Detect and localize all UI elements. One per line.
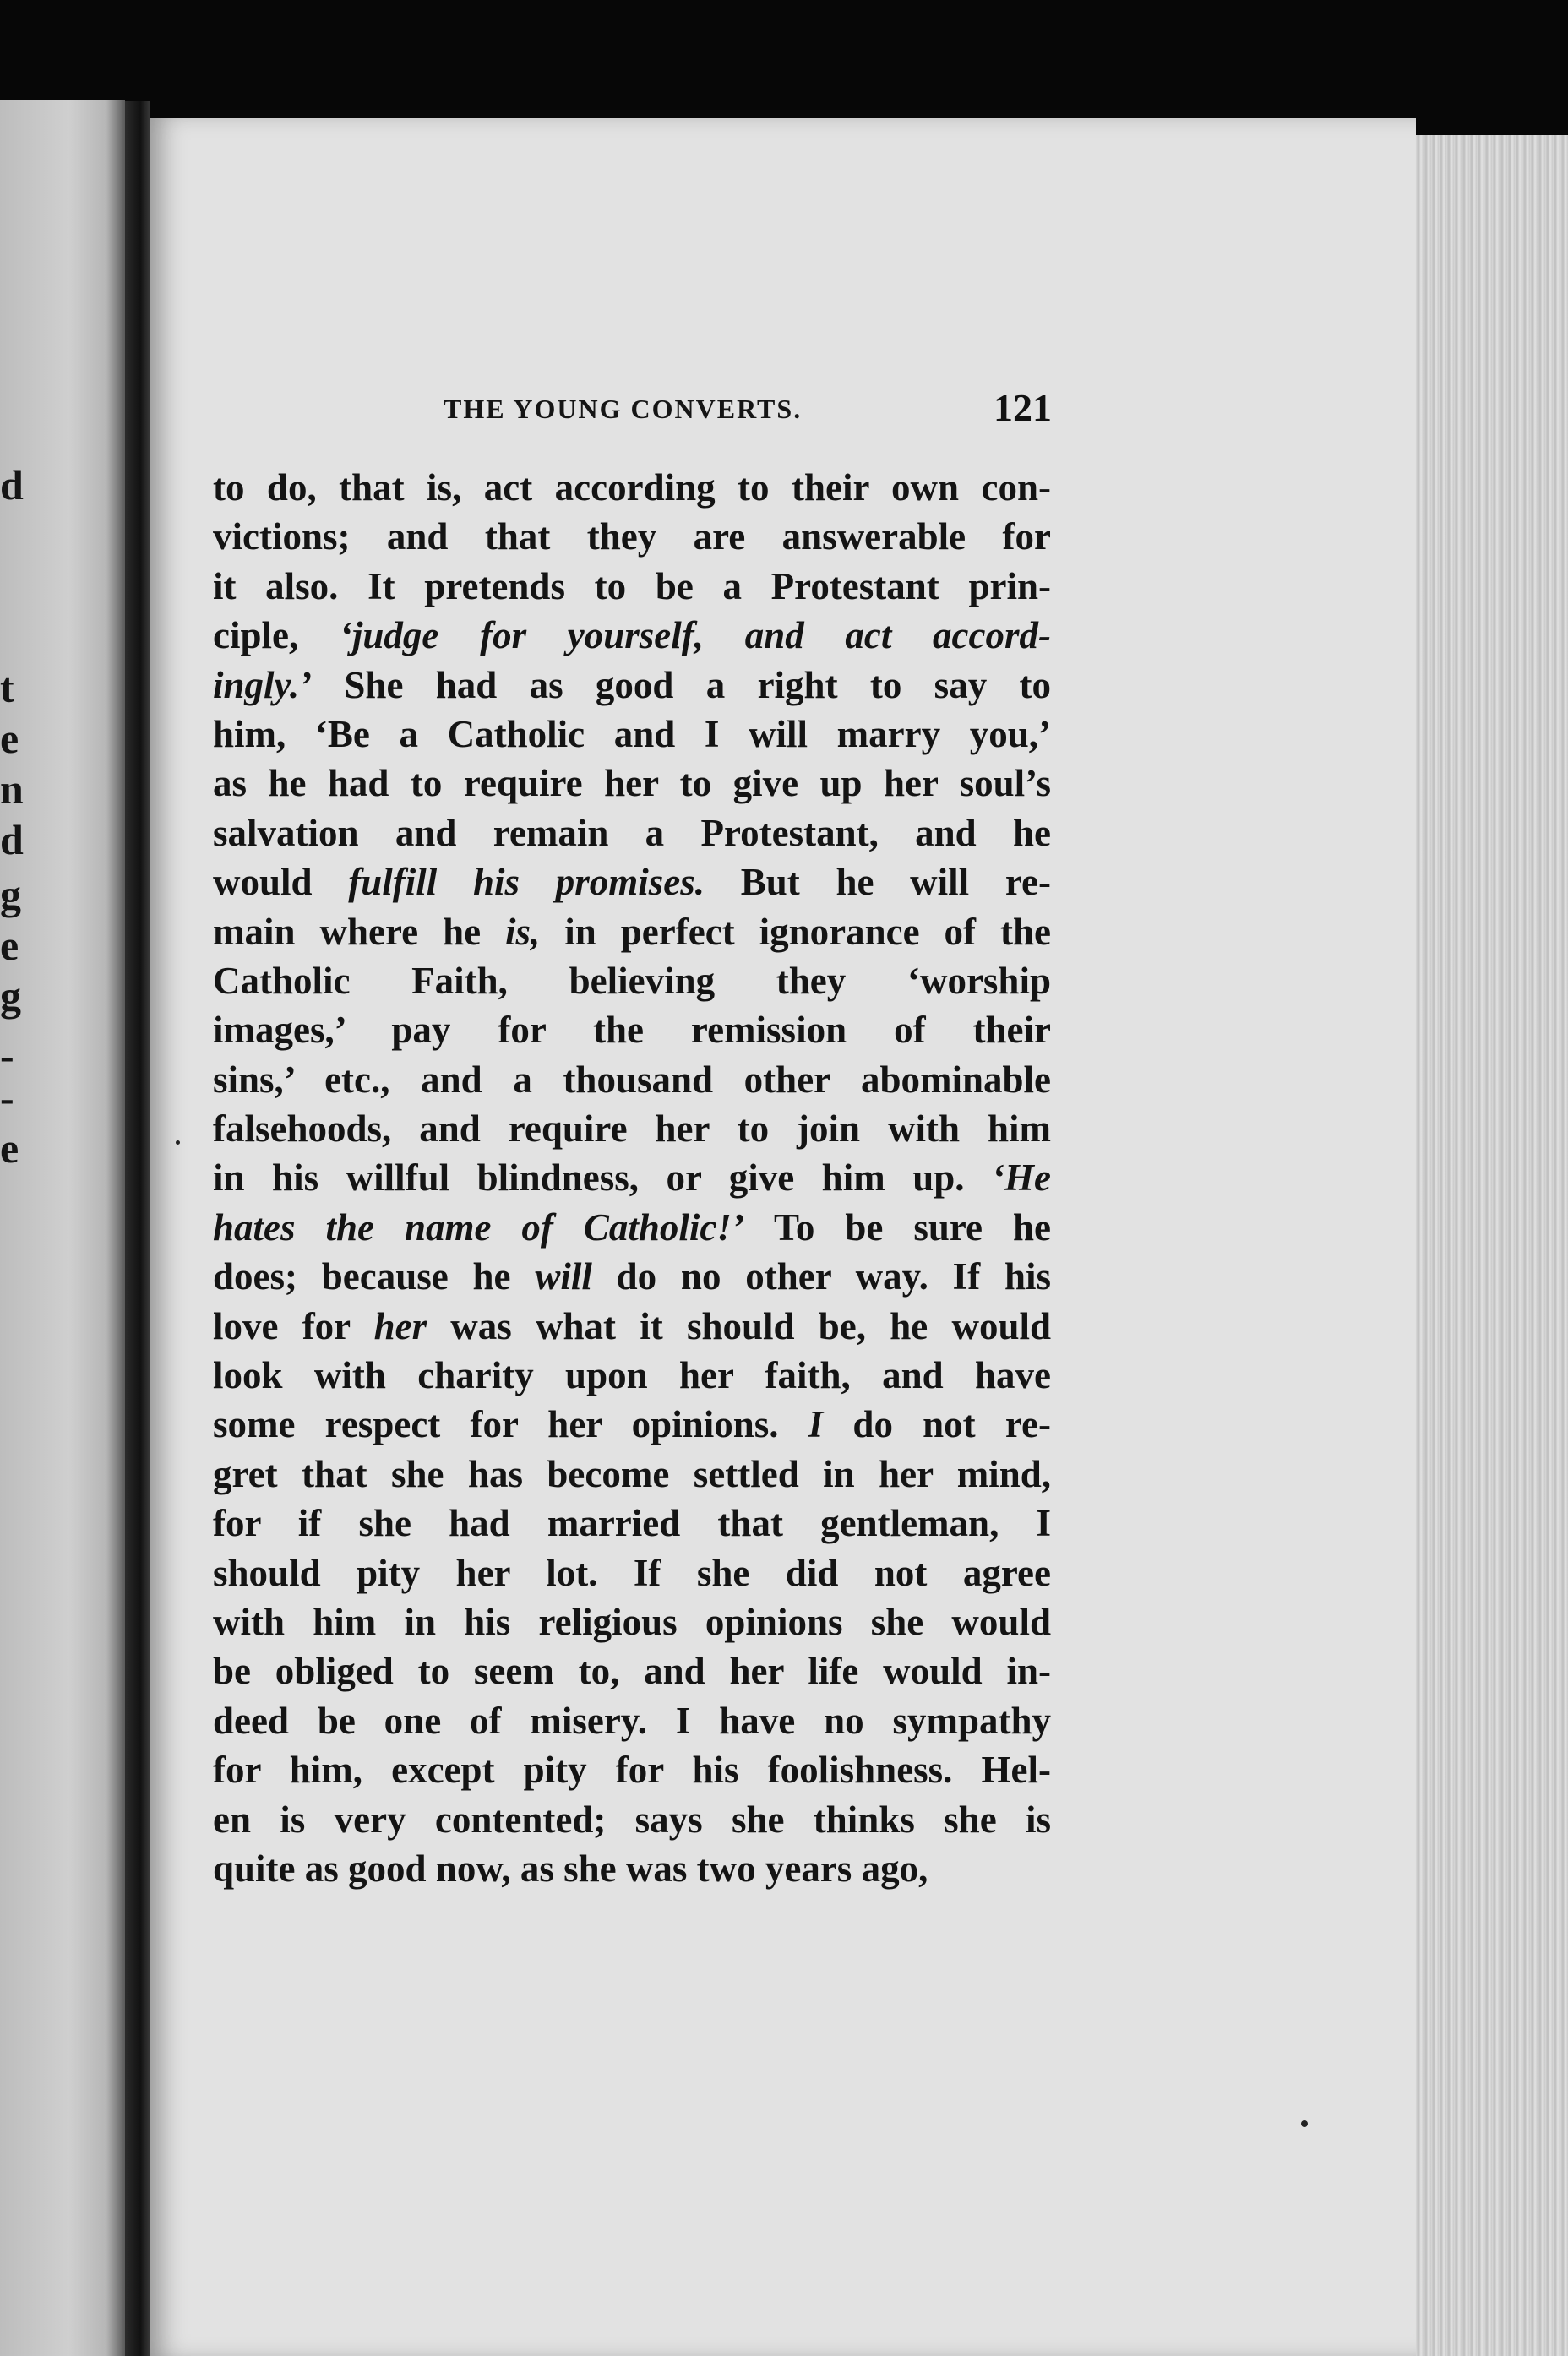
text-line <box>213 1153 1051 1202</box>
text-line <box>213 512 1051 561</box>
speck-mark <box>176 1140 180 1145</box>
text-line <box>213 1646 1051 1695</box>
margin-char: - <box>0 1074 14 1121</box>
book-gutter <box>125 101 150 2356</box>
text-line <box>213 1203 1051 1252</box>
margin-char: g <box>0 871 21 918</box>
page-header <box>444 386 1052 444</box>
text-line <box>213 710 1051 759</box>
text-segment: To be sure he <box>743 1205 1051 1249</box>
text-segment: in perfect ignorance of the <box>540 910 1051 953</box>
text-segment: images,’ pay for the remission of their <box>213 1009 1051 1052</box>
text-line <box>213 857 1051 906</box>
text-line <box>213 1844 1051 1893</box>
text-line <box>213 1104 1051 1153</box>
text-line <box>213 1499 1051 1548</box>
italic-text: is, <box>505 910 541 953</box>
text-segment: main where he <box>213 910 506 953</box>
text-line <box>213 1302 1051 1351</box>
text-line <box>213 562 1051 611</box>
text-segment: with him in his religious opinions she would <box>213 1600 1051 1643</box>
text-segment: was what it should be, he would <box>427 1304 1052 1347</box>
text-line <box>213 1450 1051 1499</box>
italic-text: her <box>373 1304 427 1347</box>
text-line <box>213 1745 1051 1794</box>
text-line <box>213 907 1051 956</box>
text-segment: ciple, <box>213 614 340 657</box>
text-segment: en is very contented; says she thinks she is <box>213 1798 1051 1841</box>
text-segment: love for <box>213 1304 374 1347</box>
text-segment: for him, except pity for his foolishness. Hel- <box>213 1749 1051 1792</box>
text-segment: do no other way. If his <box>591 1255 1051 1298</box>
text-line <box>213 1795 1051 1844</box>
italic-text: ‘He <box>992 1156 1051 1200</box>
margin-char: d <box>0 461 24 509</box>
text-line <box>213 956 1051 1005</box>
text-line <box>213 1597 1051 1646</box>
text-segment: be obliged to seem to, and her life would in- <box>213 1650 1051 1693</box>
text-line <box>213 1548 1051 1597</box>
facing-page-left <box>0 100 125 2356</box>
text-line <box>213 661 1051 710</box>
text-segment: should pity her lot. If she did not agree <box>213 1551 1051 1594</box>
italic-text: fulfill his promises. <box>348 861 705 904</box>
text-segment: deed be one of misery. I have no sympathy <box>213 1699 1051 1742</box>
italic-text: hates the name of Catholic!’ <box>213 1205 744 1249</box>
text-line <box>213 1005 1051 1054</box>
margin-char: e <box>0 922 19 969</box>
text-segment: salvation and remain a Protestant, and he <box>213 811 1051 854</box>
italic-text: will <box>535 1255 592 1298</box>
text-segment: for if she had married that gentleman, I <box>213 1502 1051 1545</box>
margin-char: n <box>0 765 24 813</box>
text-segment: in his willful blindness, or give him up. <box>213 1156 993 1200</box>
text-segment: would <box>213 861 349 904</box>
text-segment: look with charity upon her faith, and have <box>213 1354 1051 1397</box>
text-segment: does; because he <box>213 1255 536 1298</box>
text-segment: sins,’ etc., and a thousand other abominable <box>213 1058 1051 1101</box>
text-line <box>213 1252 1051 1301</box>
text-line <box>213 611 1051 660</box>
text-line <box>213 1055 1051 1104</box>
text-segment: Catholic Faith, believing they ‘worship <box>213 959 1051 1002</box>
running-head: THE YOUNG CONVERTS. <box>444 394 803 424</box>
margin-char: t <box>0 664 14 711</box>
body-text <box>213 463 1051 1893</box>
margin-char: g <box>0 972 21 1020</box>
text-line <box>213 808 1051 857</box>
text-segment: quite as good now, as she was two years ago, <box>213 1847 928 1890</box>
italic-text: I <box>808 1403 824 1446</box>
text-segment: him, ‘Be a Catholic and I will marry you,’ <box>213 712 1051 755</box>
text-segment: it also. It pretends to be a Protestant prin- <box>213 564 1051 607</box>
text-line <box>213 1400 1051 1449</box>
text-segment: gret that she has become settled in her mind, <box>213 1452 1051 1495</box>
text-line <box>213 759 1051 808</box>
page-number: 121 <box>994 386 1052 429</box>
text-segment: But he will re- <box>705 861 1051 904</box>
text-segment: some respect for her opinions. <box>213 1403 808 1446</box>
margin-char: d <box>0 816 24 863</box>
margin-char: - <box>0 1031 14 1079</box>
text-segment: to do, that is, act according to their own con- <box>213 466 1051 509</box>
text-line <box>213 1696 1051 1745</box>
text-line <box>213 463 1051 512</box>
text-segment: She had as good a right to say to <box>312 663 1051 706</box>
italic-text: ingly.’ <box>213 663 313 706</box>
text-segment: victions; and that they are answerable for <box>213 515 1051 558</box>
page-edges <box>1416 135 1568 2356</box>
margin-char: e <box>0 715 19 762</box>
text-segment: as he had to require her to give up her soul’s <box>213 762 1051 805</box>
margin-char: e <box>0 1124 19 1172</box>
text-line <box>213 1351 1051 1400</box>
speck-mark <box>1301 2120 1308 2127</box>
italic-text: ‘judge for yourself, and act accord- <box>339 614 1052 657</box>
text-segment: falsehoods, and require her to join with him <box>213 1107 1051 1151</box>
text-segment: do not re- <box>823 1403 1051 1446</box>
